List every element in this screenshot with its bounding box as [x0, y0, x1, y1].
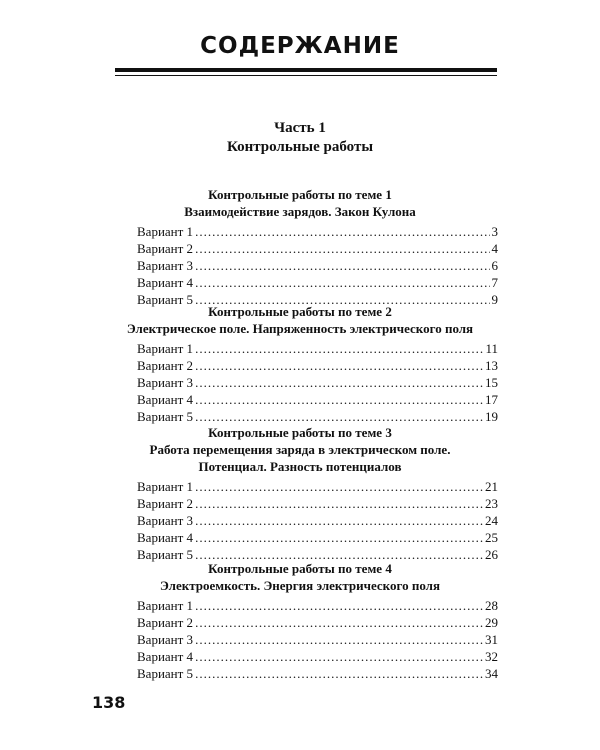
toc-entry[interactable] — [137, 274, 498, 291]
toc-entry-label: Вариант 1 — [137, 224, 194, 239]
toc-entries — [137, 223, 498, 308]
toc-entry-page: 24 — [485, 513, 498, 528]
toc-entry-page: 11 — [485, 341, 498, 356]
toc-entry-page: 9 — [491, 292, 498, 307]
page-number: 138 — [92, 693, 126, 712]
toc-entry-page: 19 — [485, 409, 498, 424]
part-number: Часть 1 — [274, 120, 326, 136]
toc-entry[interactable] — [137, 357, 498, 374]
toc-entry-label: Вариант 2 — [137, 496, 194, 511]
toc-entry-page: 17 — [485, 392, 498, 407]
dot-leader — [195, 408, 483, 425]
dot-leader — [195, 614, 483, 631]
toc-entry[interactable] — [137, 478, 498, 495]
dot-leader — [195, 374, 483, 391]
toc-section-3 — [0, 424, 600, 563]
toc-entry-label: Вариант 4 — [137, 275, 194, 290]
toc-entry-label: Вариант 5 — [137, 547, 194, 562]
dot-leader — [195, 274, 489, 291]
toc-section-2 — [0, 303, 600, 425]
section-heading-line: Потенциал. Разность потенциалов — [198, 459, 402, 474]
toc-entry-label: Вариант 5 — [137, 666, 194, 681]
toc-entry[interactable] — [137, 340, 498, 357]
toc-section-1 — [0, 186, 600, 308]
toc-entry-label: Вариант 5 — [137, 409, 194, 424]
part-title: Контрольные работы — [226, 139, 374, 155]
toc-entry-page: 4 — [491, 241, 498, 256]
toc-entry-label: Вариант 3 — [137, 258, 194, 273]
section-heading — [0, 424, 600, 475]
section-heading-line: Контрольные работы по теме 2 — [208, 304, 392, 319]
toc-entry-page: 7 — [491, 275, 498, 290]
toc-entry-label: Вариант 2 — [137, 615, 194, 630]
toc-entry-page: 32 — [485, 649, 498, 664]
section-heading — [0, 560, 600, 594]
dot-leader — [195, 478, 483, 495]
toc-entry-label: Вариант 5 — [137, 292, 194, 307]
toc-entry[interactable] — [137, 614, 498, 631]
toc-entry-label: Вариант 2 — [137, 241, 194, 256]
toc-entries — [137, 340, 498, 425]
toc-section-4 — [0, 560, 600, 682]
toc-entry[interactable] — [137, 512, 498, 529]
toc-entry[interactable] — [137, 240, 498, 257]
dot-leader — [195, 631, 483, 648]
dot-leader — [195, 529, 483, 546]
toc-entry[interactable] — [137, 529, 498, 546]
toc-entry[interactable] — [137, 648, 498, 665]
toc-entry-label: Вариант 3 — [137, 632, 194, 647]
toc-entry-page: 34 — [485, 666, 498, 681]
section-heading — [0, 303, 600, 337]
toc-entry-label: Вариант 4 — [137, 649, 194, 664]
section-heading-line: Контрольные работы по теме 4 — [208, 561, 392, 576]
toc-entries — [137, 597, 498, 682]
section-heading-line: Электрическое поле. Напряженность электрического поля — [126, 321, 474, 336]
toc-entry-page: 15 — [485, 375, 498, 390]
title-rule-thin — [115, 75, 497, 76]
dot-leader — [195, 665, 483, 682]
toc-entry-label: Вариант 4 — [137, 530, 194, 545]
dot-leader — [195, 357, 483, 374]
toc-entry[interactable] — [137, 665, 498, 682]
dot-leader — [195, 597, 483, 614]
toc-entry-page: 31 — [485, 632, 498, 647]
section-heading-line: Контрольные работы по теме 1 — [208, 187, 392, 202]
title-rule-thick — [115, 68, 497, 72]
dot-leader — [195, 240, 489, 257]
dot-leader — [195, 340, 483, 357]
section-heading-line: Работа перемещения заряда в электрическом поле. — [149, 442, 451, 457]
dot-leader — [195, 257, 489, 274]
dot-leader — [195, 512, 483, 529]
dot-leader — [195, 495, 483, 512]
dot-leader — [195, 391, 483, 408]
toc-entry-label: Вариант 1 — [137, 598, 194, 613]
toc-entry-label: Вариант 3 — [137, 513, 194, 528]
toc-entry-label: Вариант 3 — [137, 375, 194, 390]
dot-leader — [195, 648, 483, 665]
toc-entry[interactable] — [137, 408, 498, 425]
toc-entry-page: 3 — [491, 224, 498, 239]
toc-entry-page: 26 — [485, 547, 498, 562]
toc-entry[interactable] — [137, 631, 498, 648]
toc-entry[interactable] — [137, 391, 498, 408]
toc-entry-page: 23 — [485, 496, 498, 511]
toc-entry-label: Вариант 1 — [137, 479, 194, 494]
section-heading-line: Взаимодействие зарядов. Закон Кулона — [184, 204, 416, 219]
toc-entry-label: Вариант 2 — [137, 358, 194, 373]
toc-entry-page: 13 — [485, 358, 498, 373]
toc-entry-label: Вариант 4 — [137, 392, 194, 407]
toc-entry[interactable] — [137, 597, 498, 614]
toc-entry[interactable] — [137, 495, 498, 512]
toc-entry[interactable] — [137, 374, 498, 391]
toc-entry-label: Вариант 1 — [137, 341, 194, 356]
toc-entry-page: 21 — [485, 479, 498, 494]
toc-entry-page: 25 — [485, 530, 498, 545]
toc-entries — [137, 478, 498, 563]
page-title: СОДЕРЖАНИЕ — [200, 33, 400, 59]
toc-entry-page: 28 — [485, 598, 498, 613]
toc-entry-page: 29 — [485, 615, 498, 630]
toc-entry[interactable] — [137, 223, 498, 240]
section-heading-line: Электроемкость. Энергия электрического поля — [160, 578, 440, 593]
section-heading — [0, 186, 600, 220]
section-heading-line: Контрольные работы по теме 3 — [208, 425, 392, 440]
toc-entry-page: 6 — [491, 258, 498, 273]
dot-leader — [195, 223, 489, 240]
toc-entry[interactable] — [137, 257, 498, 274]
